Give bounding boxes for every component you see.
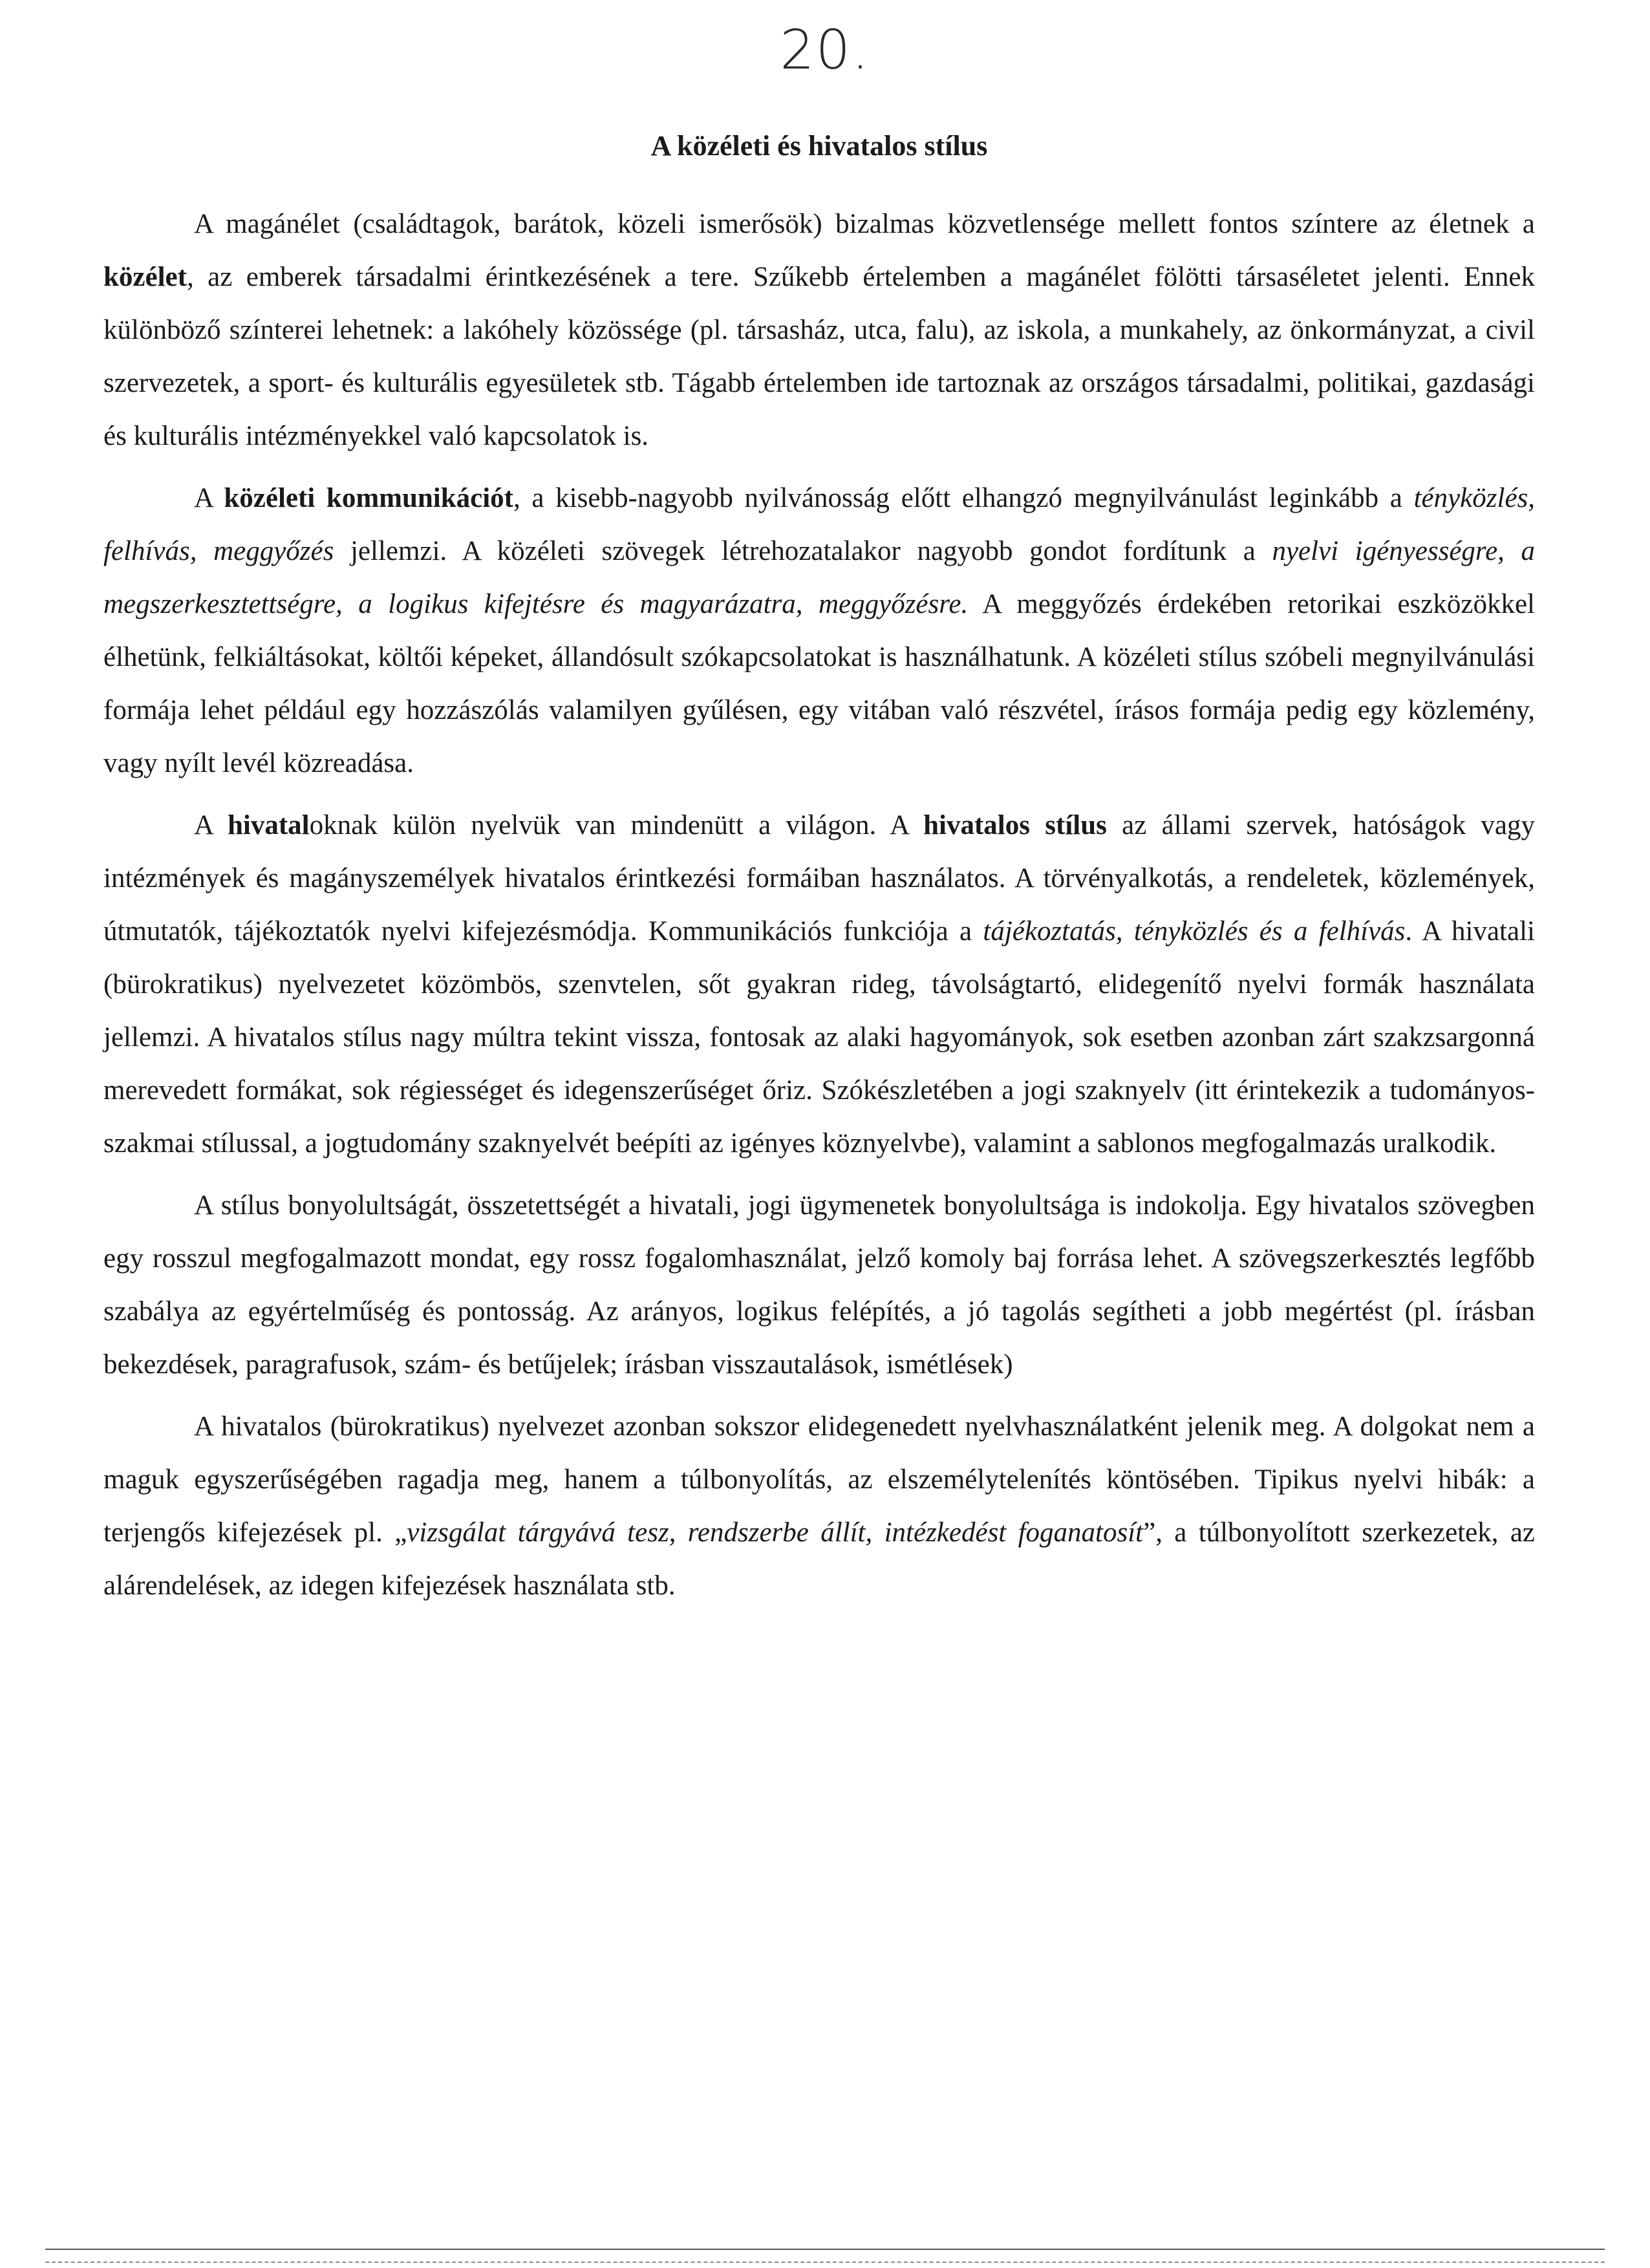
text-run: A meggyőzés érdekében retorikai eszközökkel élhetünk, felkiáltásokat, költői képeket, állandósult szókapcsolatokat is használhatunk. A közéleti stílus szóbeli megnyilvánulási formája lehet például egy hozzászólás valamilyen gyűlésen, egy vitában való részvétel, írásos formája pedig egy közlemény, vagy nyílt levél közreadása. <box>103 589 1535 778</box>
document-body <box>103 127 1535 1621</box>
text-run: A <box>194 810 228 840</box>
italic-phrase: vizsgálat tárgyává tesz, rendszerbe állít, intézkedést foganatosít <box>407 1517 1144 1548</box>
paragraph <box>103 472 1535 790</box>
text-run: oknak külön nyelvük van mindenütt a világon. A <box>309 810 924 840</box>
bold-term: közéleti kommunikációt <box>224 483 514 513</box>
italic-phrase: tényközlés, felhívás, meggyőzés <box>103 483 1536 566</box>
italic-phrase: nyelvi igényességre, a megszerkesztettségre, a logikus kifejtésre és magyarázatra, meggyőzésre. <box>103 536 1535 619</box>
bold-term: hivatalos stílus <box>923 810 1107 840</box>
italic-phrase: tájékoztatás, tényközlés és a felhívás <box>983 916 1406 947</box>
document-title: A közéleti és hivatalos stílus <box>650 130 988 162</box>
text-run: , az emberek társadalmi érintkezésének a tere. Szűkebb értelemben a magánélet fölötti társaséletet jelenti. Ennek különböző színterei lehetnek: a lakóhely közössége (pl. társasház, utca, falu), az iskola, a munkahely, az önkormányzat, a civil szervezetek, a sport- és kulturális egyesületek stb. Tágabb értelemben ide tartoznak az országos társadalmi, politikai, gazdasági és kulturális intézményekkel való kapcsolatok is. <box>103 262 1535 451</box>
bold-term: közélet <box>103 262 187 292</box>
text-run: A stílus bonyolultságát, összetettségét a hivatali, jogi ügymenetek bonyolultsága is indokolja. Egy hivatalos szövegben egy rosszul megfogalmazott mondat, egy rossz fogalomhasználat, jelző komoly baj forrása lehet. A szövegszerkesztés legfőbb szabálya az egyértelműség és pontosság. Az arányos, logikus felépítés, a jó tagolás segítheti a jobb megértést (pl. írásban bekezdések, paragrafusok, szám- és betűjelek; írásban visszautalások, ismétlések) <box>103 1190 1535 1380</box>
text-run: az állami szervek, hatóságok vagy intézmények és magányszemélyek hivatalos érintkezési formáiban használatos. A törvényalkotás, a rendeletek, közlemények, útmutatók, tájékoztatók nyelvi kifejezésmódja. Kommunikációs funkciója a <box>103 810 1535 947</box>
paragraph <box>103 799 1535 1170</box>
scan-edge-line-dashed <box>45 2262 1605 2263</box>
paragraphs <box>103 198 1535 1612</box>
scan-edge-line <box>45 2249 1605 2250</box>
text-run: , a kisebb-nagyobb nyilvánosság előtt elhangzó megnyilvánulást leginkább a <box>513 483 1414 513</box>
text-run: A <box>194 483 224 513</box>
bold-term: hivatal <box>227 810 310 840</box>
page-number: 20. <box>780 18 870 81</box>
text-run: A magánélet (családtagok, barátok, közeli ismerősök) bizalmas közvetlensége mellett fontos színtere az életnek a <box>194 209 1535 239</box>
text-run: jellemzi. A közéleti szövegek létrehozatalakor nagyobb gondot fordítunk a <box>334 536 1272 566</box>
text-run: A hivatalos (bürokratikus) nyelvezet azonban sokszor elidegenedett nyelvhasználatként jelenik meg. A dolgokat nem a maguk egyszerűségében ragadja meg, hanem a túlbonyolítás, az elszemélytelenítés köntösében. Tipikus nyelvi hibák: a terjengős kifejezések pl. „ <box>103 1411 1535 1548</box>
text-run: ”, a túlbonyolított szerkezetek, az alárendelések, az idegen kifejezések használata stb. <box>103 1517 1535 1601</box>
paragraph <box>103 198 1535 463</box>
paragraph <box>103 1179 1535 1391</box>
text-run: . A hivatali (bürokratikus) nyelvezetet közömbös, szenvtelen, sőt gyakran rideg, távolságtartó, elidegenítő nyelvi formák használata jellemzi. A hivatalos stílus nagy múltra tekint vissza, fontosak az alaki hagyományok, sok esetben azonban zárt szakzsargonná merevedett formákat, sok régiességet és idegenszerűséget őriz. Szókészletében a jogi szaknyelv (itt érintekezik a tudományos-szakmai stílussal, a jogtudomány szaknyelvét beépíti az igényes köznyelvbe), valamint a sablonos megfogalmazás uralkodik. <box>103 916 1535 1159</box>
paragraph <box>103 1400 1535 1612</box>
